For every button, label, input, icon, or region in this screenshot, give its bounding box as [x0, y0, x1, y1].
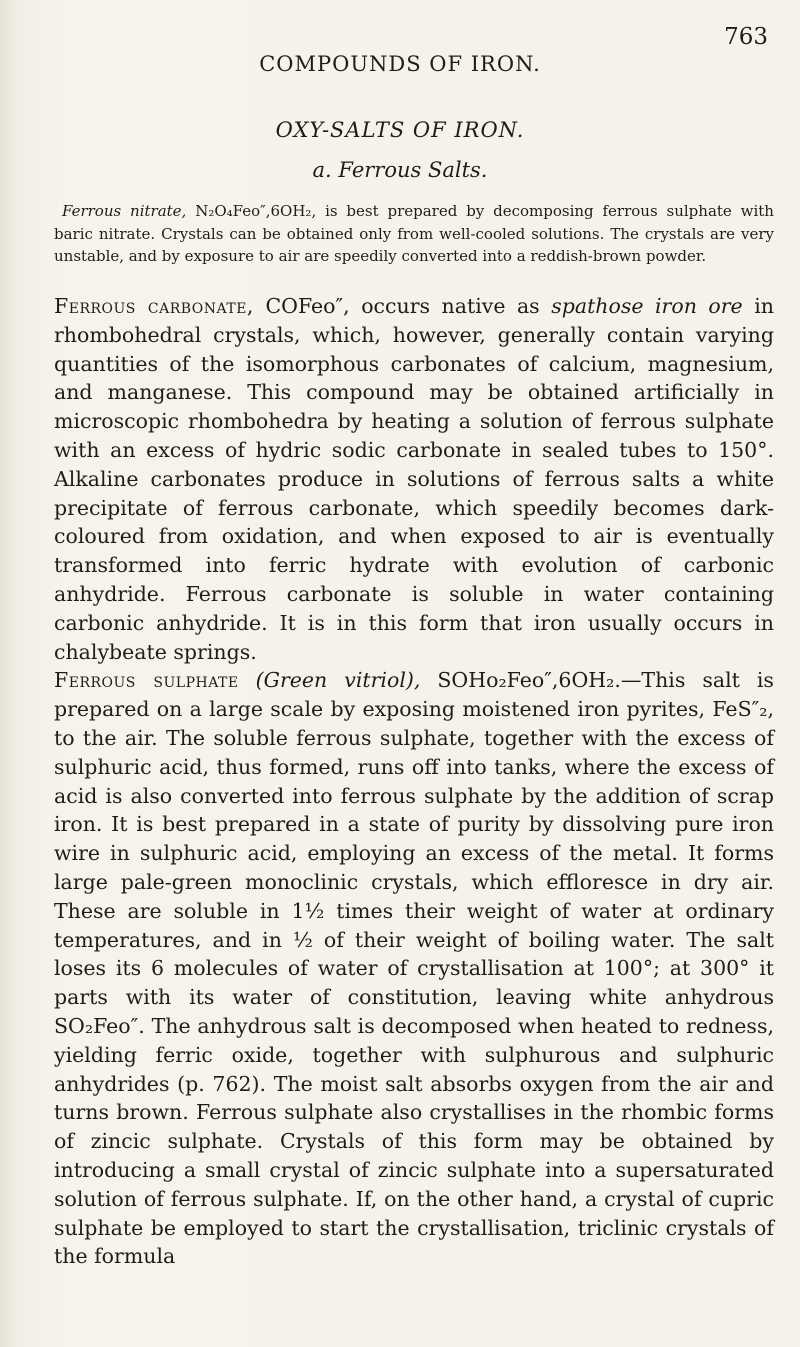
ferrous-carbonate-term: Ferrous carbonate,: [54, 294, 254, 318]
spathose-iron-ore: spathose iron ore: [551, 294, 743, 318]
ferrous-nitrate-formula: N₂O₄Feo″,6OH₂,: [195, 202, 317, 220]
ferrous-sulphate-text-b: to the air. The soluble ferrous sulphate, together with the excess of sulphuric acid, thus formed, runs off into tanks, where the excess of acid is also converted into ferrous sulphate by the addition of scrap iron. It is best prepared in a state of purity by dissolving pure iron wire in sulphuric acid, employing an excess of the metal. It forms large pale-green monoclinic crystals, which effloresce in dry air. These are soluble in 1½ times their weight of water at ordinary temperatures, and in ½ of their weight of boiling water. The salt loses its 6 molecules of water of crystallisation at 100°; at 300° it parts with its water of constitution, leaving white anhydrous: [54, 725, 774, 1010]
ferrous-carbonate-text-a: occurs native as: [361, 294, 540, 318]
section-title: OXY-SALTS OF IRON.: [275, 118, 525, 142]
ferrous-nitrate-term: Ferrous nitrate,: [62, 202, 187, 220]
ferrous-carbonate-text-b: in rhombohedral crystals, which, however, generally contain varying quantities of the isomorphous carbonates of calcium, magnesium, and manganese. This compound may be obtained artificially in microscopic rhombohedra by heating a solution of ferrous sulphate with an excess of hydric sodic carbonate in sealed tubes to 150°. Alkaline carbonates produce in solutions of ferrous salts a white precipitate of ferrous carbonate, which speedily becomes dark-coloured from oxidation, and when exposed to air is eventually transformed into ferric hydrate with evolution of carbonic anhydride. Ferrous carbonate is soluble in water containing carbonic anhydride. It is in this form that iron usually occurs in chalybeate springs.: [54, 294, 774, 664]
ferrous-sulphate-paragraph: [54, 666, 774, 1271]
iron-pyrites-formula: FeS″₂,: [712, 697, 774, 722]
ferrous-carbonate-formula: COFeo″,: [265, 294, 350, 318]
ferrous-carbonate-paragraph: [54, 292, 774, 666]
running-head: COMPOUNDS OF IRON.: [259, 52, 541, 76]
ferrous-sulphate-text-a: —This salt is prepared on a large scale by exposing moistened iron pyrites,: [54, 668, 774, 722]
main-text: [54, 292, 774, 1271]
green-vitriol: (Green vitriol),: [255, 668, 421, 693]
ferrous-nitrate-paragraph: [54, 200, 774, 268]
ferrous-sulphate-term: Ferrous sulphate: [54, 668, 239, 693]
ferrous-sulphate-formula: SOHo₂Feo″,6OH₂.: [437, 668, 621, 693]
ferrous-nitrate-text: is best prepared by decomposing ferrous sulphate with baric nitrate. Crystals can be obtained only from well-cooled solutions. The crystals are very unstable, and by exposure to air are speedily converted into a reddish-brown powder.: [54, 202, 774, 265]
page-number: 763: [724, 24, 768, 50]
ferrous-sulphate-text-c: The anhydrous salt is decomposed when heated to redness, yielding ferric oxide, together with sulphurous and sulphuric anhydrides (p. 762). The moist salt absorbs oxygen from the air and turns brown. Ferrous sulphate also crystallises in the rhombic forms of zincic sulphate. Crystals of this form may be obtained by introducing a small crystal of zincic sulphate into a supersaturated solution of ferrous sulphate. If, on the other hand, a crystal of cupric sulphate be employed to start the crystallisation, triclinic crystals of the formula: [54, 1013, 774, 1269]
subsection-title: a. Ferrous Salts.: [312, 158, 488, 182]
anhydrous-formula: SO₂Feo″.: [54, 1013, 145, 1038]
